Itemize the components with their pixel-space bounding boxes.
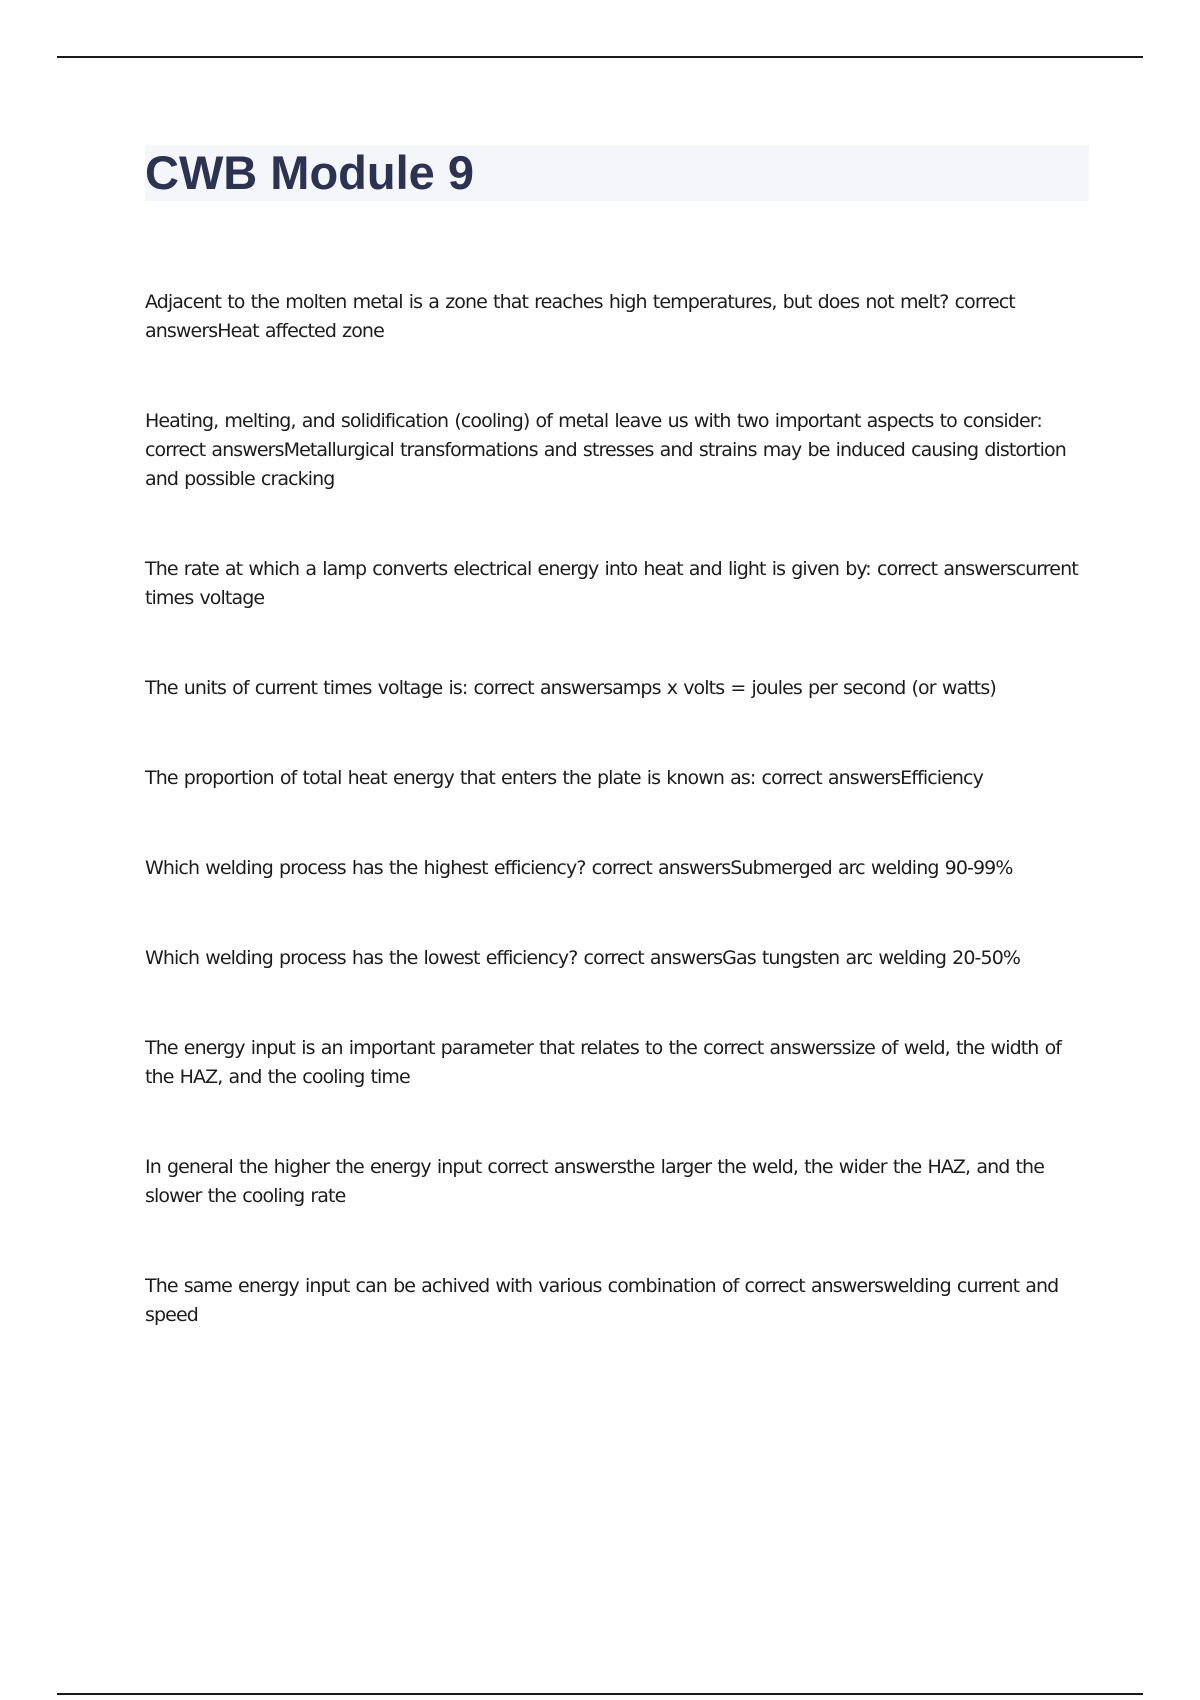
qa-item-5: The proportion of total heat energy that enters the plate is known as: correct answersEfficiency [145,767,983,789]
qa-item-4: The units of current times voltage is: correct answersamps x volts = joules per second (or watts) [145,677,996,699]
qa-item-8: The energy input is an important parameter that relates to the correct answerssize of weld, the width of the HAZ, and the cooling time [145,1037,1062,1088]
footer-rule [57,1693,1143,1695]
qa-item-2: Heating, melting, and solidification (cooling) of metal leave us with two important aspects to consider: correct answersMetallurgical transformations and stresses and strains may be induced causing distortion and possible cracking [145,410,1066,490]
header-rule [57,56,1143,58]
qa-item-6: Which welding process has the highest efficiency? correct answersSubmerged arc welding 90-99% [145,857,1013,879]
qa-list [145,288,1091,1391]
document-title: CWB Module 9 [145,146,474,199]
qa-item-9: In general the higher the energy input correct answersthe larger the weld, the wider the HAZ, and the slower the cooling rate [145,1156,1044,1207]
qa-item-3: The rate at which a lamp converts electrical energy into heat and light is given by: correct answerscurrent times voltage [145,558,1078,609]
qa-item-7: Which welding process has the lowest efficiency? correct answersGas tungsten arc welding 20-50% [145,947,1021,969]
qa-item-10: The same energy input can be achived with various combination of correct answerswelding current and speed [145,1275,1059,1326]
qa-item-1: Adjacent to the molten metal is a zone that reaches high temperatures, but does not melt? correct answersHeat affected zone [145,291,1015,342]
